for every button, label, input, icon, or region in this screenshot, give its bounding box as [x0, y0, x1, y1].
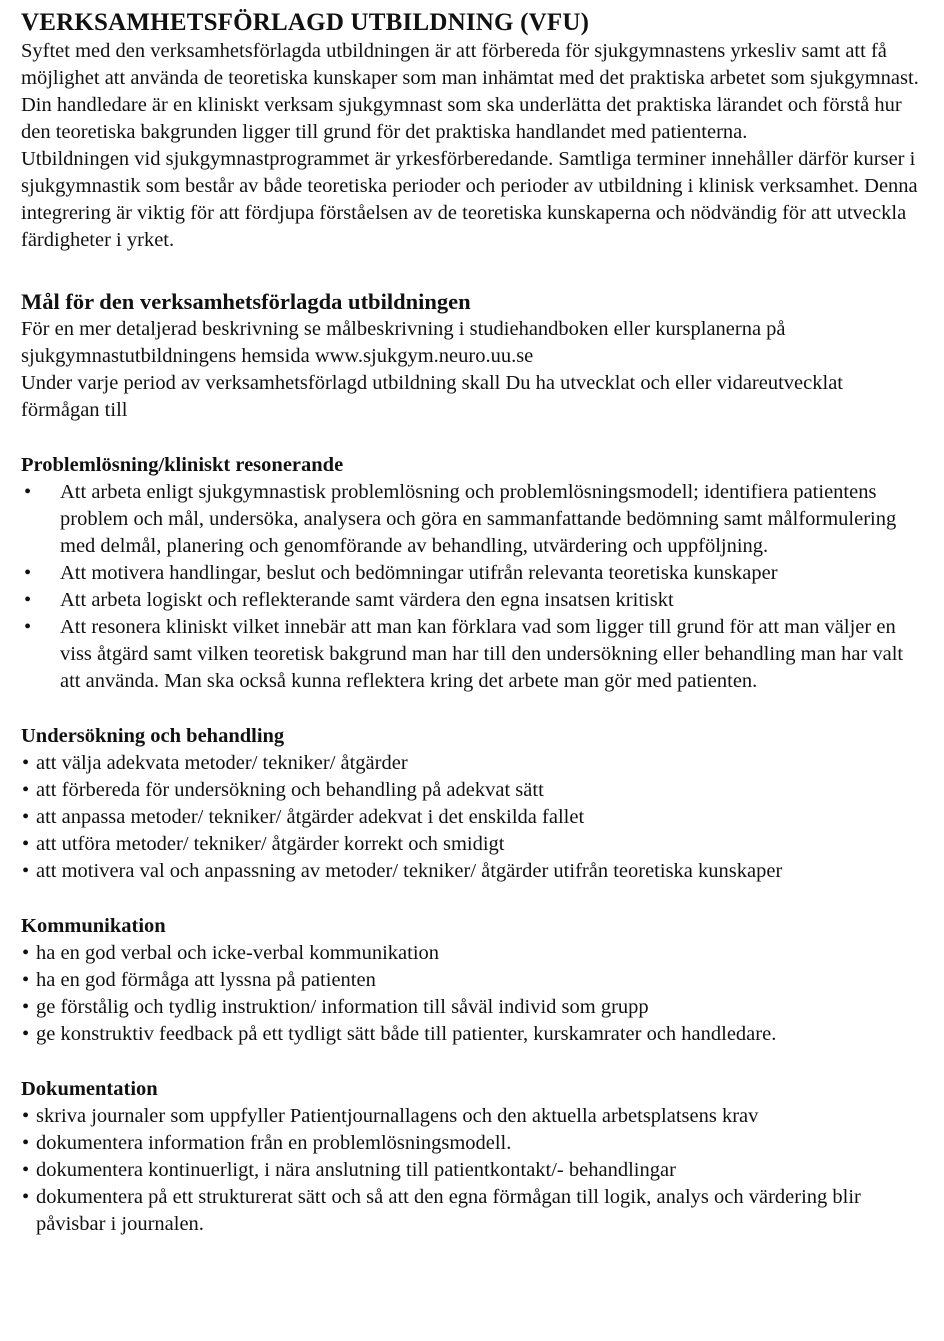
goals-paragraph-1: För en mer detaljerad beskrivning se målbeskrivning i studiehandboken eller kursplanerna på sjukgymnastutbildningens hemsida www.sjukgym.neuro.uu.se	[21, 318, 786, 367]
list-item: • Att arbeta logiskt och reflekterande samt värdera den egna insatsen kritiskt	[21, 587, 922, 614]
list-item: • ha en god verbal och icke-verbal kommunikation	[21, 940, 922, 967]
exam-list	[21, 750, 922, 885]
list-item: • att motivera val och anpassning av metoder/ tekniker/ åtgärder utifrån teoretiska kunskaper	[21, 858, 922, 885]
bullet: •	[22, 806, 30, 828]
list-item: • skriva journaler som uppfyller Patientjournallagens och den aktuella arbetsplatsens krav	[21, 1103, 922, 1130]
bullet: •	[24, 616, 32, 638]
bullet: •	[24, 562, 32, 584]
intro-paragraph-2: Utbildningen vid sjukgymnastprogrammet är yrkesförberedande. Samtliga terminer innehåller därför kurser i sjukgymnastik som består av både teoretiska perioder och perioder av utbildning i klinisk verksamhet. Denna integrering är viktig för att fördjupa förståelsen av de teoretiska kunskaperna och nödvändig för att utveckla färdigheter i yrket.	[21, 148, 918, 251]
intro-paragraph-1: Syftet med den verksamhetsförlagda utbildningen är att förbereda för sjukgymnastens yrkesliv samt att få möjlighet att använda de teoretiska kunskaper som man inhämtat med det praktiska arbetet som sjukgymnast. Din handledare är en kliniskt verksam sjukgymnast som ska underlätta det praktiska lärandet och förstå hur den teoretiska bakgrunden ligger till grund för det praktiska handlandet med patienterna.	[21, 40, 919, 143]
list-item: • att förbereda för undersökning och behandling på adekvat sätt	[21, 777, 922, 804]
problem-heading: Problemlösning/kliniskt resonerande	[21, 454, 344, 476]
bullet: •	[22, 779, 30, 801]
doc-list	[21, 1103, 922, 1238]
list-item: • dokumentera kontinuerligt, i nära anslutning till patientkontakt/- behandlingar	[21, 1157, 922, 1184]
list-item: • att välja adekvata metoder/ tekniker/ åtgärder	[21, 750, 922, 777]
doc-heading: Dokumentation	[21, 1078, 158, 1100]
goals-heading: Mål för den verksamhetsförlagda utbildningen	[21, 289, 471, 314]
list-item: • ha en god förmåga att lyssna på patienten	[21, 967, 922, 994]
problem-list	[21, 479, 922, 695]
list-item: • dokumentera information från en problemlösningsmodell.	[21, 1130, 922, 1157]
exam-heading: Undersökning och behandling	[21, 725, 285, 747]
bullet: •	[24, 589, 32, 611]
list-item: • ge konstruktiv feedback på ett tydligt sätt både till patienter, kurskamrater och handledare.	[21, 1021, 922, 1048]
list-item: • Att motivera handlingar, beslut och bedömningar utifrån relevanta teoretiska kunskaper	[21, 560, 922, 587]
list-item: • Att resonera kliniskt vilket innebär att man kan förklara vad som ligger till grund för att man väljer en viss åtgärd samt vilken teoretisk bakgrund man har till den undersökning eller behandling man har valt att använda. Man ska också kunna reflektera kring det arbete man gör med patienten.	[24, 616, 904, 692]
bullet: •	[22, 969, 30, 991]
bullet: •	[24, 481, 32, 503]
bullet: •	[22, 1105, 30, 1127]
bullet: •	[22, 1132, 30, 1154]
bullet: •	[22, 942, 30, 964]
list-item: • att utföra metoder/ tekniker/ åtgärder korrekt och smidigt	[21, 831, 922, 858]
comm-list	[21, 940, 922, 1048]
list-item: • att anpassa metoder/ tekniker/ åtgärder adekvat i det enskilda fallet	[21, 804, 922, 831]
list-item: • Att arbeta enligt sjukgymnastisk problemlösning och problemlösningsmodell; identifiera patientens problem och mål, undersöka, analysera och göra en sammanfattande bedömning samt målformulering med delmål, planering och genomförande av behandling, utvärdering och uppföljning.	[24, 481, 897, 557]
bullet: •	[22, 1159, 30, 1181]
bullet: •	[22, 860, 30, 882]
list-item: • dokumentera på ett strukturerat sätt och så att den egna förmågan till logik, analys och värdering blir påvisbar i journalen.	[22, 1186, 861, 1235]
goals-paragraph-2: Under varje period av verksamhetsförlagd utbildning skall Du ha utvecklat och eller vidareutvecklat förmågan till	[21, 372, 843, 421]
bullet: •	[22, 1186, 30, 1208]
page-title: VERKSAMHETSFÖRLAGD UTBILDNING (VFU)	[21, 9, 590, 36]
bullet: •	[22, 1023, 30, 1045]
list-item: • ge förstålig och tydlig instruktion/ information till såväl individ som grupp	[21, 994, 922, 1021]
bullet: •	[22, 996, 30, 1018]
comm-heading: Kommunikation	[21, 915, 166, 937]
bullet: •	[22, 833, 30, 855]
bullet: •	[22, 752, 30, 774]
